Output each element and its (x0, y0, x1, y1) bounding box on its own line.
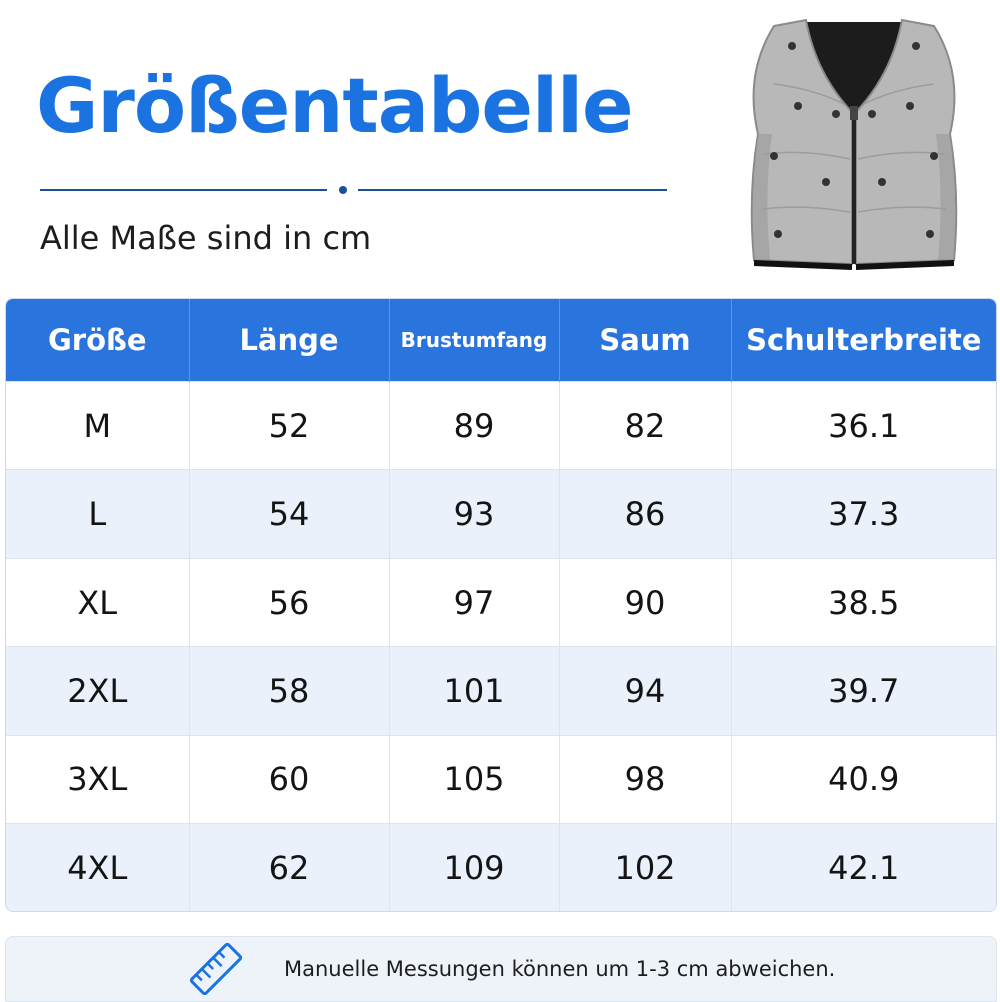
table-row (6, 824, 996, 911)
cell-hem: 86 (559, 470, 731, 558)
cell-shoulder: 36.1 (731, 382, 996, 470)
column-header-chest: Brustumfang (389, 299, 559, 382)
cell-length: 60 (189, 735, 389, 823)
cell-hem: 82 (559, 382, 731, 470)
title-divider (40, 189, 667, 191)
cell-shoulder: 40.9 (731, 735, 996, 823)
column-header-shoulder: Schulterbreite (731, 299, 996, 382)
table-header-row (6, 299, 996, 382)
cell-shoulder: 39.7 (731, 647, 996, 735)
column-header-length: Länge (189, 299, 389, 382)
cell-hem: 102 (559, 824, 731, 911)
table-row (6, 647, 996, 735)
cell-chest: 89 (389, 382, 559, 470)
cell-chest: 109 (389, 824, 559, 911)
note-text: Manuelle Messungen können um 1-3 cm abweichen. (284, 957, 836, 981)
cell-size: 3XL (6, 735, 189, 823)
cell-chest: 101 (389, 647, 559, 735)
cell-size: M (6, 382, 189, 470)
cell-length: 54 (189, 470, 389, 558)
table-row (6, 735, 996, 823)
cell-size: XL (6, 558, 189, 646)
cell-size: 4XL (6, 824, 189, 911)
cell-length: 58 (189, 647, 389, 735)
page-subtitle: Alle Maße sind in cm (40, 219, 372, 257)
table-row (6, 558, 996, 646)
cell-length: 62 (189, 824, 389, 911)
cell-length: 52 (189, 382, 389, 470)
cell-shoulder: 38.5 (731, 558, 996, 646)
cell-shoulder: 37.3 (731, 470, 996, 558)
cell-size: 2XL (6, 647, 189, 735)
cell-chest: 93 (389, 470, 559, 558)
column-header-size: Größe (6, 299, 189, 382)
vest-image (734, 14, 974, 274)
measurement-note (5, 936, 997, 1002)
size-table (5, 298, 997, 912)
cell-chest: 105 (389, 735, 559, 823)
cell-chest: 97 (389, 558, 559, 646)
table-row (6, 382, 996, 470)
table-row (6, 470, 996, 558)
cell-hem: 98 (559, 735, 731, 823)
page-title: Größentabelle (36, 61, 633, 150)
cell-hem: 90 (559, 558, 731, 646)
ruler-icon (186, 941, 246, 997)
cell-hem: 94 (559, 647, 731, 735)
column-header-hem: Saum (559, 299, 731, 382)
cell-length: 56 (189, 558, 389, 646)
cell-size: L (6, 470, 189, 558)
cell-shoulder: 42.1 (731, 824, 996, 911)
